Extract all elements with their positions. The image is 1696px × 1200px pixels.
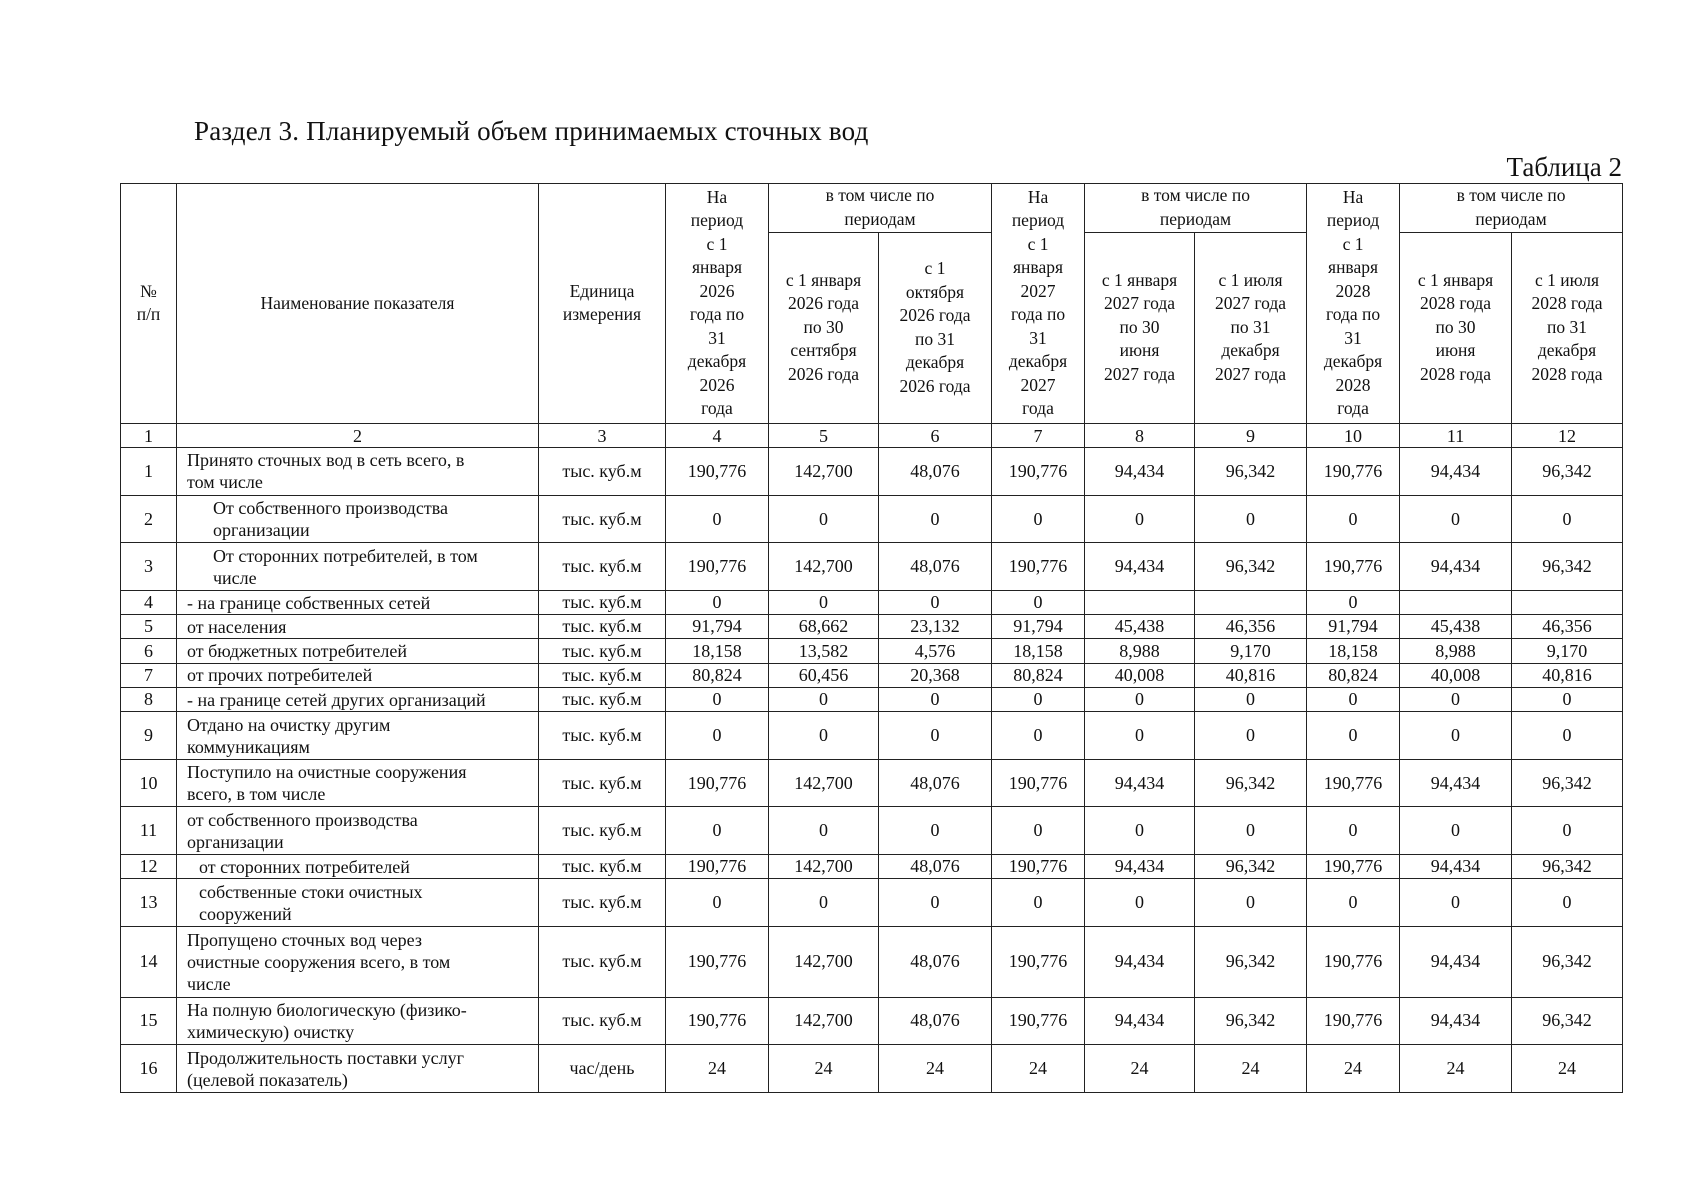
row-value: 96,342 <box>1512 759 1623 807</box>
row-value: 0 <box>1512 712 1623 760</box>
row-value: 18,158 <box>666 639 769 663</box>
row-value: 142,700 <box>769 448 879 496</box>
row-value: 18,158 <box>1307 639 1400 663</box>
row-value: 0 <box>1400 807 1512 855</box>
section-title: Раздел 3. Планируемый объем принимаемых сточных вод <box>194 116 869 146</box>
table-row <box>121 639 1623 663</box>
header-period-2026: На период с 1 января 2026 года по 31 декабря 2026 года <box>666 184 769 424</box>
row-value: 40,008 <box>1085 663 1195 687</box>
row-value: 46,356 <box>1195 615 1307 639</box>
row-value: 0 <box>666 590 769 614</box>
row-value: 24 <box>769 1045 879 1093</box>
column-number: 6 <box>879 423 992 447</box>
row-unit: тыс. куб.м <box>539 712 666 760</box>
row-number: 2 <box>121 495 177 543</box>
row-value: 0 <box>769 590 879 614</box>
row-unit: тыс. куб.м <box>539 807 666 855</box>
row-value: 190,776 <box>666 759 769 807</box>
row-value: 0 <box>1195 879 1307 927</box>
row-value: 94,434 <box>1400 448 1512 496</box>
row-value: 48,076 <box>879 926 992 997</box>
row-number: 16 <box>121 1045 177 1093</box>
row-value: 0 <box>879 807 992 855</box>
row-value: 94,434 <box>1085 448 1195 496</box>
row-value: 190,776 <box>666 448 769 496</box>
header-sub-2026-b: с 1 октября 2026 года по 31 декабря 2026 года <box>879 232 992 423</box>
row-value: 48,076 <box>879 543 992 591</box>
row-value: 190,776 <box>992 759 1085 807</box>
table-row <box>121 687 1623 711</box>
row-value: 0 <box>1512 879 1623 927</box>
row-value: 0 <box>1085 687 1195 711</box>
row-value: 190,776 <box>1307 543 1400 591</box>
header-unit: Единица измерения <box>539 184 666 424</box>
row-unit: тыс. куб.м <box>539 854 666 878</box>
column-number: 9 <box>1195 423 1307 447</box>
row-value: 0 <box>1307 879 1400 927</box>
row-unit: тыс. куб.м <box>539 687 666 711</box>
row-value: 0 <box>1307 712 1400 760</box>
row-value: 23,132 <box>879 615 992 639</box>
row-name: Пропущено сточных вод через очистные сооружения всего, в том числе <box>177 926 539 997</box>
row-value: 0 <box>1195 712 1307 760</box>
row-value: 0 <box>1400 687 1512 711</box>
row-value: 96,342 <box>1512 854 1623 878</box>
column-number: 8 <box>1085 423 1195 447</box>
row-value: 46,356 <box>1512 615 1623 639</box>
row-value: 9,170 <box>1195 639 1307 663</box>
row-value: 190,776 <box>1307 926 1400 997</box>
table-row <box>121 759 1623 807</box>
row-value: 91,794 <box>992 615 1085 639</box>
header-sub-2028-a: с 1 января 2028 года по 30 июня 2028 года <box>1400 232 1512 423</box>
row-name: Отдано на очистку другим коммуникациям <box>177 712 539 760</box>
row-value: 4,576 <box>879 639 992 663</box>
row-number: 9 <box>121 712 177 760</box>
row-value: 40,008 <box>1400 663 1512 687</box>
row-value: 96,342 <box>1195 448 1307 496</box>
row-value: 0 <box>879 590 992 614</box>
row-value: 190,776 <box>666 854 769 878</box>
row-value: 0 <box>879 495 992 543</box>
row-unit: тыс. куб.м <box>539 495 666 543</box>
header-incl-periods-2026: в том числе по периодам <box>769 184 992 233</box>
row-value: 8,988 <box>1085 639 1195 663</box>
header-period-2027: На период с 1 января 2027 года по 31 декабря 2027 года <box>992 184 1085 424</box>
row-value: 40,816 <box>1195 663 1307 687</box>
row-value: 8,988 <box>1400 639 1512 663</box>
row-name: Продолжительность поставки услуг (целевой показатель) <box>177 1045 539 1093</box>
column-number: 7 <box>992 423 1085 447</box>
row-name: Поступило на очистные сооружения всего, в том числе <box>177 759 539 807</box>
row-value: 24 <box>879 1045 992 1093</box>
row-value: 91,794 <box>666 615 769 639</box>
row-number: 1 <box>121 448 177 496</box>
row-value: 0 <box>879 879 992 927</box>
row-value: 190,776 <box>666 997 769 1045</box>
table-row <box>121 712 1623 760</box>
row-value: 94,434 <box>1085 926 1195 997</box>
row-value: 94,434 <box>1400 854 1512 878</box>
row-value: 190,776 <box>992 854 1085 878</box>
row-value: 0 <box>879 712 992 760</box>
row-value: 91,794 <box>1307 615 1400 639</box>
row-number: 3 <box>121 543 177 591</box>
row-value: 0 <box>1512 495 1623 543</box>
row-unit: час/день <box>539 1045 666 1093</box>
row-value: 142,700 <box>769 543 879 591</box>
row-value: 190,776 <box>1307 759 1400 807</box>
header-sub-2028-b: с 1 июля 2028 года по 31 декабря 2028 года <box>1512 232 1623 423</box>
table-row <box>121 495 1623 543</box>
table-row <box>121 1045 1623 1093</box>
row-value: 0 <box>992 712 1085 760</box>
row-value: 0 <box>666 807 769 855</box>
header-sub-2027-a: с 1 января 2027 года по 30 июня 2027 года <box>1085 232 1195 423</box>
row-value: 190,776 <box>666 543 769 591</box>
table-row <box>121 663 1623 687</box>
row-value: 45,438 <box>1085 615 1195 639</box>
row-value: 24 <box>1195 1045 1307 1093</box>
row-value: 13,582 <box>769 639 879 663</box>
row-name: - на границе сетей других организаций <box>177 687 539 711</box>
row-value: 190,776 <box>992 543 1085 591</box>
row-value: 94,434 <box>1400 926 1512 997</box>
row-value: 94,434 <box>1085 543 1195 591</box>
table-row <box>121 448 1623 496</box>
row-number: 12 <box>121 854 177 878</box>
column-numbers-row <box>121 423 1623 447</box>
row-value: 190,776 <box>1307 997 1400 1045</box>
row-value: 0 <box>992 590 1085 614</box>
header-name: Наименование показателя <box>177 184 539 424</box>
column-number: 11 <box>1400 423 1512 447</box>
row-value <box>1512 590 1623 614</box>
row-value: 96,342 <box>1512 997 1623 1045</box>
row-value: 0 <box>992 807 1085 855</box>
row-value <box>1085 590 1195 614</box>
column-number: 5 <box>769 423 879 447</box>
row-value: 142,700 <box>769 854 879 878</box>
row-value: 0 <box>1307 590 1400 614</box>
column-number: 10 <box>1307 423 1400 447</box>
row-value: 0 <box>1400 879 1512 927</box>
row-value: 0 <box>666 495 769 543</box>
row-value: 80,824 <box>1307 663 1400 687</box>
row-value: 0 <box>1195 495 1307 543</box>
row-value: 190,776 <box>666 926 769 997</box>
row-value: 24 <box>1400 1045 1512 1093</box>
row-value <box>1195 590 1307 614</box>
row-name: От собственного производства организации <box>177 495 539 543</box>
row-value: 0 <box>1085 879 1195 927</box>
row-value: 0 <box>992 495 1085 543</box>
header-num: № п/п <box>121 184 177 424</box>
header-sub-2026-a: с 1 января 2026 года по 30 сентября 2026 года <box>769 232 879 423</box>
row-value: 18,158 <box>992 639 1085 663</box>
row-name: Принято сточных вод в сеть всего, в том числе <box>177 448 539 496</box>
table-row <box>121 615 1623 639</box>
row-unit: тыс. куб.м <box>539 448 666 496</box>
row-number: 14 <box>121 926 177 997</box>
row-value: 190,776 <box>992 997 1085 1045</box>
row-value: 68,662 <box>769 615 879 639</box>
row-value: 80,824 <box>666 663 769 687</box>
row-value: 45,438 <box>1400 615 1512 639</box>
row-unit: тыс. куб.м <box>539 926 666 997</box>
table-row <box>121 854 1623 878</box>
row-value: 0 <box>1195 687 1307 711</box>
row-value: 96,342 <box>1512 448 1623 496</box>
row-value: 142,700 <box>769 759 879 807</box>
header-incl-periods-2028: в том числе по периодам <box>1400 184 1623 233</box>
row-value: 0 <box>666 879 769 927</box>
row-name: от прочих потребителей <box>177 663 539 687</box>
row-value: 48,076 <box>879 997 992 1045</box>
row-value: 24 <box>666 1045 769 1093</box>
row-value: 24 <box>1085 1045 1195 1093</box>
row-value: 142,700 <box>769 926 879 997</box>
row-value: 0 <box>666 687 769 711</box>
table-row <box>121 543 1623 591</box>
planned-volume-table <box>120 183 1623 1093</box>
row-value: 48,076 <box>879 854 992 878</box>
row-value: 0 <box>1307 687 1400 711</box>
row-value: 94,434 <box>1400 997 1512 1045</box>
row-value: 190,776 <box>1307 448 1400 496</box>
table-row <box>121 879 1623 927</box>
row-number: 7 <box>121 663 177 687</box>
row-number: 8 <box>121 687 177 711</box>
row-value: 0 <box>769 495 879 543</box>
row-value: 0 <box>1307 807 1400 855</box>
row-value: 0 <box>879 687 992 711</box>
row-value: 190,776 <box>992 926 1085 997</box>
row-name: собственные стоки очистных сооружений <box>177 879 539 927</box>
row-value: 0 <box>1195 807 1307 855</box>
row-value: 0 <box>1085 807 1195 855</box>
row-name: от собственного производства организации <box>177 807 539 855</box>
row-value: 94,434 <box>1085 854 1195 878</box>
row-value: 60,456 <box>769 663 879 687</box>
row-value: 0 <box>666 712 769 760</box>
header-row-1 <box>121 184 1623 233</box>
row-value: 142,700 <box>769 997 879 1045</box>
row-name: от сторонних потребителей <box>177 854 539 878</box>
header-incl-periods-2027: в том числе по периодам <box>1085 184 1307 233</box>
row-value: 96,342 <box>1512 543 1623 591</box>
row-number: 6 <box>121 639 177 663</box>
row-value: 96,342 <box>1195 759 1307 807</box>
row-value: 96,342 <box>1512 926 1623 997</box>
header-sub-2027-b: с 1 июля 2027 года по 31 декабря 2027 года <box>1195 232 1307 423</box>
row-value: 96,342 <box>1195 543 1307 591</box>
row-value: 24 <box>1512 1045 1623 1093</box>
column-number: 12 <box>1512 423 1623 447</box>
row-value: 48,076 <box>879 448 992 496</box>
row-value: 0 <box>769 687 879 711</box>
row-unit: тыс. куб.м <box>539 590 666 614</box>
row-value: 0 <box>1085 495 1195 543</box>
row-number: 4 <box>121 590 177 614</box>
row-value: 24 <box>1307 1045 1400 1093</box>
row-value: 0 <box>1512 687 1623 711</box>
row-value: 0 <box>769 712 879 760</box>
row-value: 0 <box>992 879 1085 927</box>
row-value: 0 <box>992 687 1085 711</box>
column-number: 1 <box>121 423 177 447</box>
row-value: 96,342 <box>1195 854 1307 878</box>
row-value: 94,434 <box>1085 997 1195 1045</box>
row-value: 0 <box>1512 807 1623 855</box>
row-unit: тыс. куб.м <box>539 663 666 687</box>
row-value: 94,434 <box>1400 543 1512 591</box>
row-value: 190,776 <box>1307 854 1400 878</box>
row-value: 80,824 <box>992 663 1085 687</box>
table-row <box>121 807 1623 855</box>
row-unit: тыс. куб.м <box>539 997 666 1045</box>
row-name: от бюджетных потребителей <box>177 639 539 663</box>
table-row <box>121 997 1623 1045</box>
table-label: Таблица 2 <box>1506 152 1622 182</box>
row-name: На полную биологическую (физико- химическую) очистку <box>177 997 539 1045</box>
row-value: 96,342 <box>1195 926 1307 997</box>
row-name: - на границе собственных сетей <box>177 590 539 614</box>
row-number: 5 <box>121 615 177 639</box>
row-value: 94,434 <box>1085 759 1195 807</box>
row-value: 48,076 <box>879 759 992 807</box>
row-value <box>1400 590 1512 614</box>
row-number: 15 <box>121 997 177 1045</box>
row-value: 40,816 <box>1512 663 1623 687</box>
row-value: 0 <box>1085 712 1195 760</box>
row-value: 20,368 <box>879 663 992 687</box>
row-value: 96,342 <box>1195 997 1307 1045</box>
header-period-2028: На период с 1 января 2028 года по 31 декабря 2028 года <box>1307 184 1400 424</box>
row-value: 94,434 <box>1400 759 1512 807</box>
row-unit: тыс. куб.м <box>539 639 666 663</box>
row-value: 0 <box>769 807 879 855</box>
column-number: 3 <box>539 423 666 447</box>
row-name: От сторонних потребителей, в том числе <box>177 543 539 591</box>
row-value: 0 <box>1307 495 1400 543</box>
row-number: 10 <box>121 759 177 807</box>
column-number: 2 <box>177 423 539 447</box>
row-value: 0 <box>1400 712 1512 760</box>
row-name: от населения <box>177 615 539 639</box>
row-value: 9,170 <box>1512 639 1623 663</box>
row-unit: тыс. куб.м <box>539 879 666 927</box>
row-unit: тыс. куб.м <box>539 615 666 639</box>
table-row <box>121 590 1623 614</box>
column-number: 4 <box>666 423 769 447</box>
row-unit: тыс. куб.м <box>539 759 666 807</box>
table-row <box>121 926 1623 997</box>
row-value: 0 <box>1400 495 1512 543</box>
row-value: 24 <box>992 1045 1085 1093</box>
row-number: 13 <box>121 879 177 927</box>
row-unit: тыс. куб.м <box>539 543 666 591</box>
row-value: 0 <box>769 879 879 927</box>
row-value: 190,776 <box>992 448 1085 496</box>
row-number: 11 <box>121 807 177 855</box>
